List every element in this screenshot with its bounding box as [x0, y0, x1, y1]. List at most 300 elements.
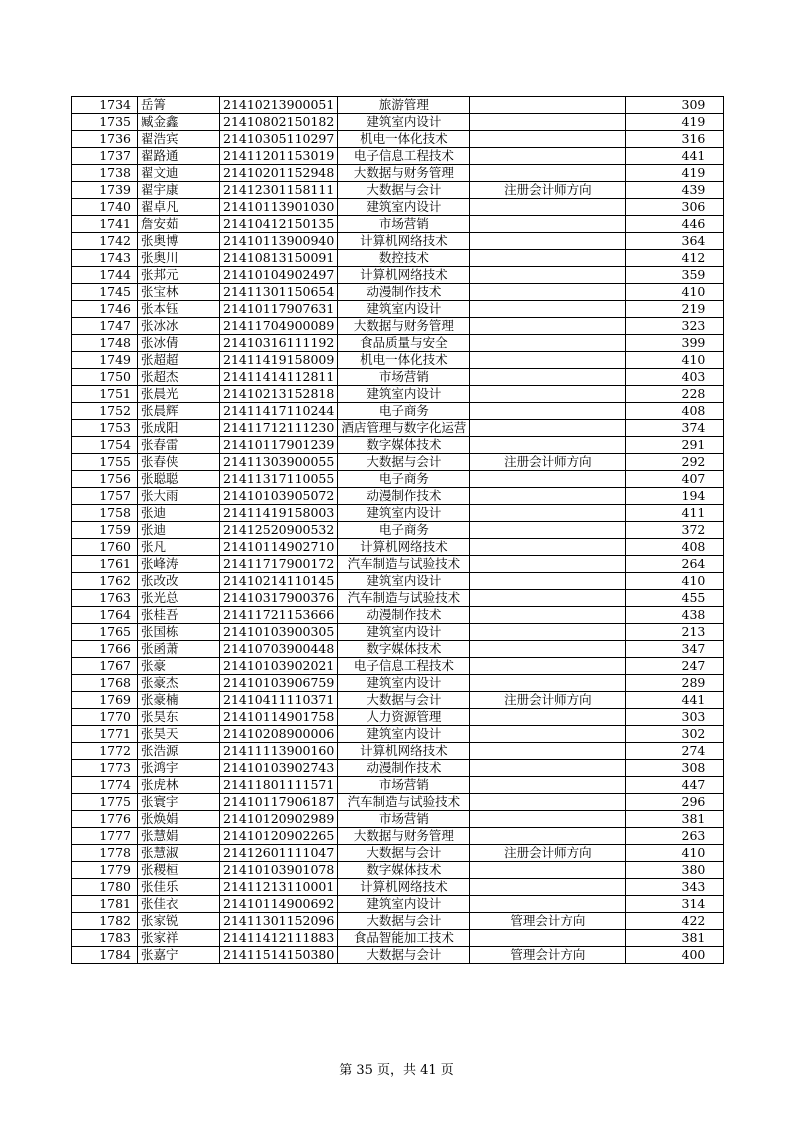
direction-cell [470, 675, 626, 692]
score-cell: 446 [626, 216, 724, 233]
direction-cell [470, 437, 626, 454]
major-cell: 数字媒体技术 [338, 437, 470, 454]
direction-cell [470, 488, 626, 505]
score-cell: 292 [626, 454, 724, 471]
major-cell: 动漫制作技术 [338, 760, 470, 777]
name-cell: 翟路通 [138, 148, 220, 165]
exam-id-cell: 21411717900172 [220, 556, 338, 573]
table-row [72, 556, 724, 573]
name-cell: 张豪 [138, 658, 220, 675]
name-cell: 张改改 [138, 573, 220, 590]
major-cell: 计算机网络技术 [338, 267, 470, 284]
exam-id-cell: 21410114902710 [220, 539, 338, 556]
direction-cell [470, 97, 626, 114]
name-cell: 张聪聪 [138, 471, 220, 488]
score-cell: 419 [626, 114, 724, 131]
major-cell: 建筑室内设计 [338, 505, 470, 522]
score-cell: 410 [626, 573, 724, 590]
score-cell: 410 [626, 284, 724, 301]
name-cell: 张函萧 [138, 641, 220, 658]
score-cell: 264 [626, 556, 724, 573]
row-number-cell: 1774 [72, 777, 138, 794]
table-row [72, 862, 724, 879]
score-cell: 347 [626, 641, 724, 658]
name-cell: 张迪 [138, 522, 220, 539]
table-row [72, 522, 724, 539]
table-row [72, 301, 724, 318]
direction-cell [470, 369, 626, 386]
direction-cell [470, 420, 626, 437]
name-cell: 张峰涛 [138, 556, 220, 573]
exam-id-cell: 21411317110055 [220, 471, 338, 488]
name-cell: 张慧娟 [138, 828, 220, 845]
row-number-cell: 1755 [72, 454, 138, 471]
exam-id-cell: 21412520900532 [220, 522, 338, 539]
table-row [72, 760, 724, 777]
direction-cell: 注册会计师方向 [470, 845, 626, 862]
row-number-cell: 1766 [72, 641, 138, 658]
table-row [72, 709, 724, 726]
name-cell: 张超超 [138, 352, 220, 369]
exam-id-cell: 21410317900376 [220, 590, 338, 607]
score-cell: 381 [626, 930, 724, 947]
major-cell: 建筑室内设计 [338, 726, 470, 743]
score-cell: 411 [626, 505, 724, 522]
major-cell: 电子信息工程技术 [338, 148, 470, 165]
score-cell: 247 [626, 658, 724, 675]
score-table [71, 96, 724, 964]
direction-cell [470, 777, 626, 794]
exam-id-cell: 21410103901078 [220, 862, 338, 879]
direction-cell [470, 862, 626, 879]
name-cell: 张冰倩 [138, 335, 220, 352]
major-cell: 大数据与财务管理 [338, 318, 470, 335]
name-cell: 翟宇康 [138, 182, 220, 199]
exam-id-cell: 21411417110244 [220, 403, 338, 420]
table-row [72, 675, 724, 692]
name-cell: 张慧淑 [138, 845, 220, 862]
major-cell: 市场营销 [338, 777, 470, 794]
row-number-cell: 1764 [72, 607, 138, 624]
major-cell: 旅游管理 [338, 97, 470, 114]
score-cell: 408 [626, 539, 724, 556]
score-cell: 380 [626, 862, 724, 879]
exam-id-cell: 21410316111192 [220, 335, 338, 352]
exam-id-cell: 21411419158003 [220, 505, 338, 522]
name-cell: 翟浩宾 [138, 131, 220, 148]
row-number-cell: 1761 [72, 556, 138, 573]
score-cell: 296 [626, 794, 724, 811]
exam-id-cell: 21411721153666 [220, 607, 338, 624]
name-cell: 张凡 [138, 539, 220, 556]
exam-id-cell: 21410120902989 [220, 811, 338, 828]
exam-id-cell: 21410411110371 [220, 692, 338, 709]
table-row [72, 607, 724, 624]
exam-id-cell: 21411414112811 [220, 369, 338, 386]
score-cell: 407 [626, 471, 724, 488]
score-cell: 302 [626, 726, 724, 743]
major-cell: 动漫制作技术 [338, 607, 470, 624]
major-cell: 汽车制造与试验技术 [338, 794, 470, 811]
row-number-cell: 1773 [72, 760, 138, 777]
exam-id-cell: 21410208900006 [220, 726, 338, 743]
direction-cell [470, 590, 626, 607]
direction-cell [470, 743, 626, 760]
name-cell: 张本钰 [138, 301, 220, 318]
major-cell: 建筑室内设计 [338, 199, 470, 216]
table-row [72, 777, 724, 794]
table-row [72, 199, 724, 216]
row-number-cell: 1780 [72, 879, 138, 896]
table-row [72, 369, 724, 386]
name-cell: 张豪杰 [138, 675, 220, 692]
exam-id-cell: 21410213900051 [220, 97, 338, 114]
table-row [72, 318, 724, 335]
direction-cell [470, 794, 626, 811]
direction-cell [470, 539, 626, 556]
name-cell: 翟卓凡 [138, 199, 220, 216]
major-cell: 大数据与财务管理 [338, 828, 470, 845]
score-cell: 309 [626, 97, 724, 114]
score-cell: 308 [626, 760, 724, 777]
score-cell: 410 [626, 352, 724, 369]
score-table-body [72, 97, 724, 964]
table-row [72, 403, 724, 420]
name-cell: 张稷桓 [138, 862, 220, 879]
name-cell: 张家祥 [138, 930, 220, 947]
score-cell: 410 [626, 845, 724, 862]
direction-cell [470, 284, 626, 301]
direction-cell: 管理会计方向 [470, 913, 626, 930]
table-row [72, 131, 724, 148]
direction-cell [470, 607, 626, 624]
direction-cell [470, 318, 626, 335]
direction-cell [470, 709, 626, 726]
row-number-cell: 1738 [72, 165, 138, 182]
row-number-cell: 1767 [72, 658, 138, 675]
major-cell: 电子信息工程技术 [338, 658, 470, 675]
table-row [72, 216, 724, 233]
table-row [72, 488, 724, 505]
name-cell: 翟文迪 [138, 165, 220, 182]
major-cell: 建筑室内设计 [338, 675, 470, 692]
row-number-cell: 1752 [72, 403, 138, 420]
table-row [72, 726, 724, 743]
row-number-cell: 1775 [72, 794, 138, 811]
exam-id-cell: 21411419158009 [220, 352, 338, 369]
direction-cell [470, 522, 626, 539]
name-cell: 张国栋 [138, 624, 220, 641]
score-cell: 303 [626, 709, 724, 726]
row-number-cell: 1781 [72, 896, 138, 913]
name-cell: 张晨辉 [138, 403, 220, 420]
table-row [72, 165, 724, 182]
major-cell: 建筑室内设计 [338, 301, 470, 318]
exam-id-cell: 21411712111230 [220, 420, 338, 437]
row-number-cell: 1760 [72, 539, 138, 556]
exam-id-cell: 21410117906187 [220, 794, 338, 811]
table-row [72, 794, 724, 811]
name-cell: 张宝林 [138, 284, 220, 301]
name-cell: 张豪楠 [138, 692, 220, 709]
major-cell: 计算机网络技术 [338, 743, 470, 760]
score-cell: 228 [626, 386, 724, 403]
exam-id-cell: 21411301152096 [220, 913, 338, 930]
exam-id-cell: 21410305110297 [220, 131, 338, 148]
name-cell: 张焕娟 [138, 811, 220, 828]
exam-id-cell: 21410103902021 [220, 658, 338, 675]
score-cell: 438 [626, 607, 724, 624]
major-cell: 电子商务 [338, 403, 470, 420]
direction-cell [470, 556, 626, 573]
row-number-cell: 1741 [72, 216, 138, 233]
direction-cell [470, 352, 626, 369]
score-cell: 399 [626, 335, 724, 352]
name-cell: 张冰冰 [138, 318, 220, 335]
name-cell: 张超杰 [138, 369, 220, 386]
row-number-cell: 1735 [72, 114, 138, 131]
major-cell: 机电一体化技术 [338, 131, 470, 148]
name-cell: 张邦元 [138, 267, 220, 284]
exam-id-cell: 21410114900692 [220, 896, 338, 913]
name-cell: 臧金鑫 [138, 114, 220, 131]
name-cell: 张佳衣 [138, 896, 220, 913]
major-cell: 计算机网络技术 [338, 539, 470, 556]
major-cell: 市场营销 [338, 369, 470, 386]
score-cell: 455 [626, 590, 724, 607]
table-row [72, 811, 724, 828]
row-number-cell: 1759 [72, 522, 138, 539]
name-cell: 詹安茹 [138, 216, 220, 233]
direction-cell [470, 403, 626, 420]
direction-cell [470, 811, 626, 828]
name-cell: 岳箐 [138, 97, 220, 114]
major-cell: 动漫制作技术 [338, 488, 470, 505]
name-cell: 张桂吾 [138, 607, 220, 624]
row-number-cell: 1779 [72, 862, 138, 879]
row-number-cell: 1762 [72, 573, 138, 590]
major-cell: 机电一体化技术 [338, 352, 470, 369]
exam-id-cell: 21411303900055 [220, 454, 338, 471]
score-cell: 316 [626, 131, 724, 148]
score-cell: 403 [626, 369, 724, 386]
table-row [72, 743, 724, 760]
exam-id-cell: 21411301150654 [220, 284, 338, 301]
row-number-cell: 1783 [72, 930, 138, 947]
major-cell: 大数据与会计 [338, 845, 470, 862]
row-number-cell: 1763 [72, 590, 138, 607]
table-row [72, 641, 724, 658]
row-number-cell: 1757 [72, 488, 138, 505]
major-cell: 大数据与会计 [338, 947, 470, 964]
score-cell: 274 [626, 743, 724, 760]
exam-id-cell: 21410104902497 [220, 267, 338, 284]
table-row [72, 284, 724, 301]
name-cell: 张昊天 [138, 726, 220, 743]
table-row [72, 913, 724, 930]
table-row [72, 692, 724, 709]
exam-id-cell: 21410813150091 [220, 250, 338, 267]
table-row [72, 947, 724, 964]
score-cell: 447 [626, 777, 724, 794]
table-row [72, 658, 724, 675]
table-row [72, 471, 724, 488]
major-cell: 电子商务 [338, 522, 470, 539]
exam-id-cell: 21410113900940 [220, 233, 338, 250]
score-cell: 289 [626, 675, 724, 692]
row-number-cell: 1772 [72, 743, 138, 760]
name-cell: 张大雨 [138, 488, 220, 505]
row-number-cell: 1737 [72, 148, 138, 165]
direction-cell [470, 335, 626, 352]
major-cell: 大数据与会计 [338, 913, 470, 930]
name-cell: 张鸿宇 [138, 760, 220, 777]
name-cell: 张浩源 [138, 743, 220, 760]
table-row [72, 182, 724, 199]
major-cell: 数字媒体技术 [338, 862, 470, 879]
score-cell: 439 [626, 182, 724, 199]
exam-id-cell: 21410120902265 [220, 828, 338, 845]
direction-cell [470, 216, 626, 233]
major-cell: 食品质量与安全 [338, 335, 470, 352]
table-row [72, 930, 724, 947]
row-number-cell: 1749 [72, 352, 138, 369]
direction-cell: 注册会计师方向 [470, 692, 626, 709]
row-number-cell: 1745 [72, 284, 138, 301]
score-cell: 422 [626, 913, 724, 930]
score-cell: 374 [626, 420, 724, 437]
major-cell: 数控技术 [338, 250, 470, 267]
name-cell: 张嘉宁 [138, 947, 220, 964]
major-cell: 市场营销 [338, 811, 470, 828]
table-row [72, 335, 724, 352]
major-cell: 大数据与会计 [338, 182, 470, 199]
table-row [72, 233, 724, 250]
direction-cell [470, 131, 626, 148]
direction-cell: 注册会计师方向 [470, 454, 626, 471]
exam-id-cell: 21411213110001 [220, 879, 338, 896]
direction-cell [470, 624, 626, 641]
table-row [72, 250, 724, 267]
table-row [72, 420, 724, 437]
exam-id-cell: 21410117907631 [220, 301, 338, 318]
row-number-cell: 1771 [72, 726, 138, 743]
row-number-cell: 1734 [72, 97, 138, 114]
major-cell: 市场营销 [338, 216, 470, 233]
table-row [72, 879, 724, 896]
direction-cell [470, 114, 626, 131]
direction-cell [470, 148, 626, 165]
name-cell: 张奥川 [138, 250, 220, 267]
direction-cell [470, 471, 626, 488]
major-cell: 汽车制造与试验技术 [338, 590, 470, 607]
exam-id-cell: 21410201152948 [220, 165, 338, 182]
row-number-cell: 1770 [72, 709, 138, 726]
table-row [72, 573, 724, 590]
direction-cell [470, 267, 626, 284]
score-cell: 213 [626, 624, 724, 641]
score-cell: 408 [626, 403, 724, 420]
score-cell: 291 [626, 437, 724, 454]
major-cell: 大数据与财务管理 [338, 165, 470, 182]
exam-id-cell: 21410213152818 [220, 386, 338, 403]
direction-cell [470, 930, 626, 947]
exam-id-cell: 21410117901239 [220, 437, 338, 454]
direction-cell [470, 233, 626, 250]
exam-id-cell: 21411412111883 [220, 930, 338, 947]
major-cell: 建筑室内设计 [338, 624, 470, 641]
major-cell: 计算机网络技术 [338, 233, 470, 250]
major-cell: 电子商务 [338, 471, 470, 488]
row-number-cell: 1778 [72, 845, 138, 862]
exam-id-cell: 21410703900448 [220, 641, 338, 658]
score-cell: 263 [626, 828, 724, 845]
major-cell: 计算机网络技术 [338, 879, 470, 896]
direction-cell [470, 658, 626, 675]
table-row [72, 352, 724, 369]
table-row [72, 590, 724, 607]
major-cell: 大数据与会计 [338, 692, 470, 709]
score-cell: 194 [626, 488, 724, 505]
table-row [72, 267, 724, 284]
exam-id-cell: 21410214110145 [220, 573, 338, 590]
score-cell: 219 [626, 301, 724, 318]
name-cell: 张寰宇 [138, 794, 220, 811]
row-number-cell: 1782 [72, 913, 138, 930]
score-cell: 372 [626, 522, 724, 539]
score-cell: 323 [626, 318, 724, 335]
major-cell: 动漫制作技术 [338, 284, 470, 301]
name-cell: 张奥博 [138, 233, 220, 250]
name-cell: 张昊东 [138, 709, 220, 726]
exam-id-cell: 21411801111571 [220, 777, 338, 794]
direction-cell [470, 165, 626, 182]
name-cell: 张虎林 [138, 777, 220, 794]
exam-id-cell: 21410802150182 [220, 114, 338, 131]
major-cell: 建筑室内设计 [338, 386, 470, 403]
major-cell: 数字媒体技术 [338, 641, 470, 658]
exam-id-cell: 21410412150135 [220, 216, 338, 233]
exam-id-cell: 21412601111047 [220, 845, 338, 862]
row-number-cell: 1739 [72, 182, 138, 199]
score-cell: 359 [626, 267, 724, 284]
name-cell: 张佳乐 [138, 879, 220, 896]
table-row [72, 437, 724, 454]
score-cell: 419 [626, 165, 724, 182]
score-cell: 441 [626, 148, 724, 165]
direction-cell [470, 641, 626, 658]
direction-cell [470, 301, 626, 318]
name-cell: 张光总 [138, 590, 220, 607]
exam-id-cell: 21411201153019 [220, 148, 338, 165]
exam-id-cell: 21411514150380 [220, 947, 338, 964]
major-cell: 大数据与会计 [338, 454, 470, 471]
row-number-cell: 1765 [72, 624, 138, 641]
direction-cell [470, 386, 626, 403]
score-cell: 412 [626, 250, 724, 267]
score-cell: 314 [626, 896, 724, 913]
score-cell: 343 [626, 879, 724, 896]
table-row [72, 114, 724, 131]
table-row [72, 845, 724, 862]
table-row [72, 454, 724, 471]
row-number-cell: 1776 [72, 811, 138, 828]
row-number-cell: 1747 [72, 318, 138, 335]
name-cell: 张春侠 [138, 454, 220, 471]
direction-cell [470, 573, 626, 590]
direction-cell [470, 505, 626, 522]
row-number-cell: 1756 [72, 471, 138, 488]
